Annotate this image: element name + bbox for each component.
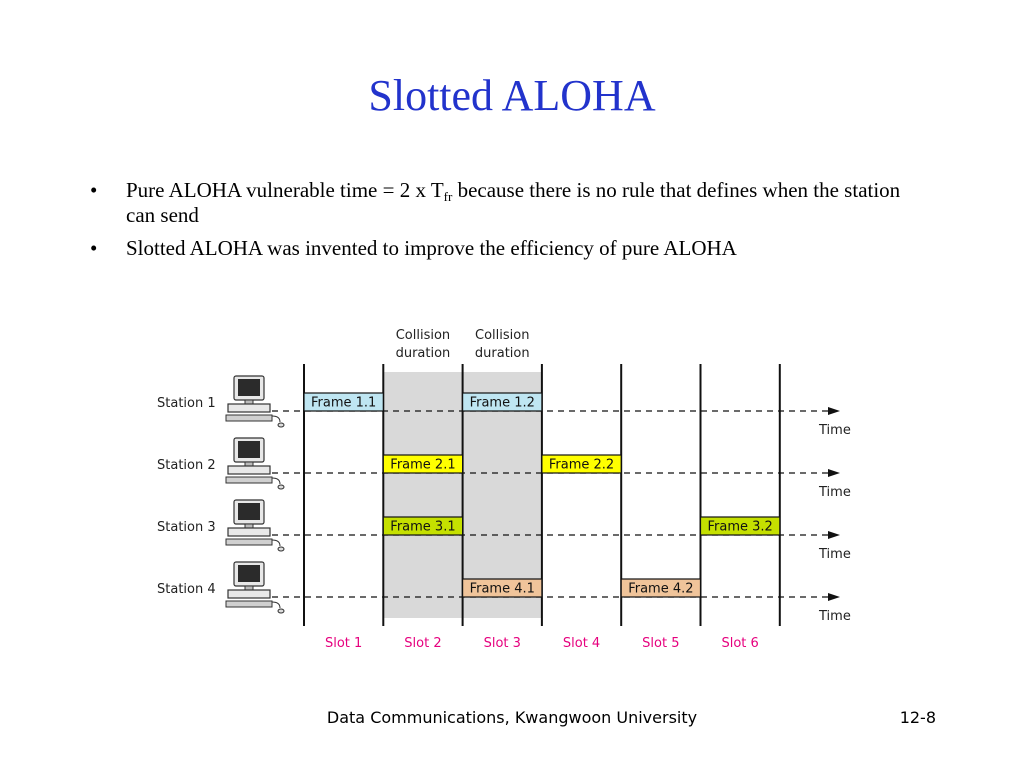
monitor-screen	[238, 441, 260, 458]
frame-block	[304, 393, 383, 411]
frame-label: Frame 4.1	[469, 581, 535, 597]
timeline-arrow-icon	[828, 469, 840, 477]
timeline-arrow-icon	[828, 531, 840, 539]
monitor-screen	[238, 565, 260, 582]
slot-label: Slot 6	[721, 636, 759, 651]
bullet-subscript: fr	[443, 189, 453, 204]
time-label: Time	[819, 423, 851, 438]
monitor-stand	[245, 462, 253, 466]
keyboard-shape	[226, 415, 272, 421]
computer-case	[228, 528, 270, 536]
slot-label: Slot 3	[483, 636, 521, 651]
mouse-shape	[278, 609, 284, 613]
mouse-shape	[278, 547, 284, 551]
keyboard-shape	[226, 477, 272, 483]
collision-label: Collision	[395, 328, 451, 343]
mouse-cable	[272, 602, 280, 608]
computer-icon	[226, 376, 284, 427]
keyboard-shape	[226, 601, 272, 607]
frame-block	[701, 517, 780, 535]
slot-label: Slot 1	[324, 636, 363, 651]
frame-label: Frame 4.2	[628, 581, 694, 597]
mouse-cable	[272, 416, 280, 422]
slide-title: Slotted ALOHA	[368, 71, 656, 120]
computer-icon	[226, 562, 284, 613]
slot-label: Slot 4	[562, 636, 601, 651]
frame-block	[463, 579, 542, 597]
mouse-shape	[278, 423, 284, 427]
frame-label: Frame 2.1	[390, 457, 456, 473]
frame-block	[383, 455, 462, 473]
computer-icon	[226, 500, 284, 551]
mouse-cable	[272, 540, 280, 546]
station-label: Station 2	[157, 458, 216, 473]
bullet-text-post: because there is no rule that defines when the station can send	[126, 178, 901, 227]
frame-block	[463, 393, 542, 411]
frame-label: Frame 1.1	[310, 395, 377, 411]
keyboard-shape	[226, 539, 272, 545]
frame-block	[542, 455, 621, 473]
mouse-shape	[278, 485, 284, 489]
computer-case	[228, 404, 270, 412]
time-label: Time	[819, 547, 851, 562]
monitor-stand	[245, 400, 253, 404]
collision-label: duration	[395, 346, 451, 361]
footer-course: Data Communications, Kwangwoon University	[326, 708, 698, 727]
slot-label: Slot 2	[404, 636, 442, 651]
bullet-text-pre: Pure ALOHA vulnerable time = 2 x T	[126, 178, 444, 202]
bullet-dot: •	[90, 236, 98, 260]
monitor-screen	[238, 379, 260, 396]
time-label: Time	[819, 485, 851, 500]
bullet-dot: •	[90, 178, 98, 202]
timeline-arrow-icon	[828, 593, 840, 601]
station-label: Station 1	[157, 396, 216, 411]
frame-label: Frame 2.2	[548, 457, 615, 473]
collision-label: duration	[474, 346, 530, 361]
computer-case	[228, 590, 270, 598]
time-label: Time	[819, 609, 851, 624]
timeline-arrow-icon	[828, 407, 840, 415]
bullet-text: Slotted ALOHA was invented to improve the efficiency of pure ALOHA	[126, 236, 737, 260]
frame-label: Frame 3.1	[390, 519, 456, 535]
slot-label: Slot 5	[642, 636, 680, 651]
footer-page-number: 12-8	[899, 708, 936, 727]
computer-icon	[226, 438, 284, 489]
frame-block	[383, 517, 462, 535]
computer-case	[228, 466, 270, 474]
station-label: Station 4	[157, 582, 216, 597]
collision-label: Collision	[475, 328, 530, 343]
mouse-cable	[272, 478, 280, 484]
frame-block	[621, 579, 700, 597]
frame-label: Frame 3.2	[707, 519, 773, 535]
monitor-screen	[238, 503, 260, 520]
station-label: Station 3	[157, 520, 216, 535]
frame-label: Frame 1.2	[469, 395, 535, 411]
